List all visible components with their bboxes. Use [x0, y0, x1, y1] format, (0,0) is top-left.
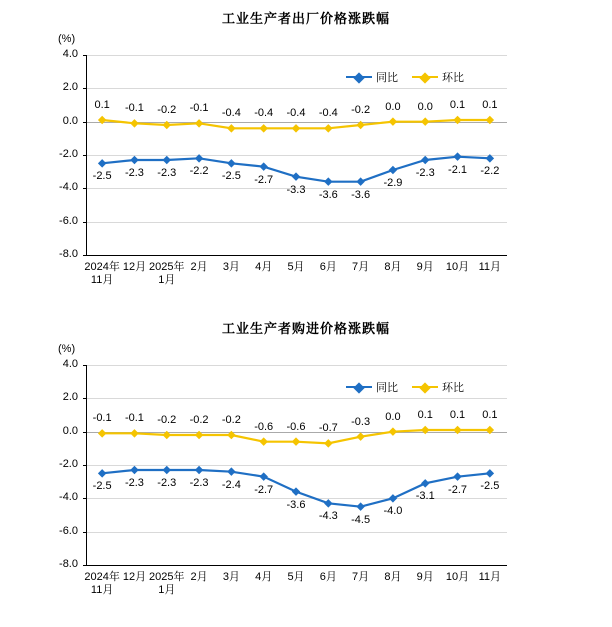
y-tick-label: -6.0 [59, 214, 78, 227]
data-label: 0.1 [449, 99, 466, 111]
data-point-marker [130, 156, 138, 164]
chart-ppi-factory-gate [0, 0, 612, 310]
data-point-marker [421, 117, 429, 125]
data-label: -2.1 [448, 163, 468, 176]
data-label: -0.1 [124, 412, 144, 425]
data-point-marker [356, 177, 364, 185]
data-point-marker [227, 159, 235, 167]
data-label: -3.3 [286, 183, 306, 196]
data-label: -0.6 [254, 420, 274, 433]
data-point-marker [195, 119, 203, 127]
y-axis-unit: (%) [58, 33, 76, 45]
legend-label: 环比 [442, 382, 464, 394]
data-label: -2.3 [415, 167, 435, 179]
data-label: -2.5 [92, 480, 112, 493]
data-label: 0.1 [449, 409, 466, 421]
data-label: 0.0 [385, 410, 401, 423]
legend-swatch-icon [346, 76, 372, 78]
y-tick-label: -6.0 [59, 524, 78, 537]
data-label: -4.3 [318, 510, 338, 523]
y-tick-label: -2.0 [59, 458, 78, 470]
data-point-marker [195, 431, 203, 439]
chart-title: 工业生产者出厂价格涨跌幅 [221, 11, 390, 26]
data-point-marker [486, 154, 494, 162]
data-label: -0.6 [286, 420, 306, 433]
legend-swatch-icon [346, 386, 372, 388]
data-point-marker [98, 469, 106, 477]
x-tick-label: 3月 [222, 571, 240, 583]
data-point-marker [324, 499, 332, 507]
data-point-marker [130, 119, 138, 127]
data-point-marker [163, 466, 171, 474]
y-tick-label: 2.0 [62, 81, 78, 94]
data-point-marker [324, 439, 332, 447]
data-label: 0.1 [417, 409, 433, 421]
data-label: -2.5 [480, 480, 500, 493]
data-point-marker [486, 116, 494, 124]
data-point-marker [292, 172, 300, 180]
data-point-marker [195, 154, 203, 162]
data-point-marker [163, 156, 171, 164]
data-label: 0.0 [417, 100, 433, 113]
data-label: -2.3 [124, 477, 144, 489]
data-point-marker [453, 426, 461, 434]
y-tick-label: 0.0 [62, 114, 78, 127]
data-point-marker [259, 472, 267, 480]
data-point-marker [227, 124, 235, 132]
x-tick-label: 3月 [222, 261, 240, 273]
legend-swatch-icon [412, 386, 438, 388]
y-tick-label: 4.0 [62, 48, 78, 60]
data-label: -2.7 [254, 173, 274, 186]
y-tick-label: -8.0 [59, 248, 78, 260]
y-tick-label: -4.0 [59, 491, 78, 504]
x-tick-label: 9月 [416, 571, 434, 583]
x-tick-label: 11月 [478, 571, 502, 583]
data-label: -3.6 [286, 498, 306, 511]
series-lines [0, 310, 612, 620]
data-point-marker [421, 426, 429, 434]
data-point-marker [389, 166, 397, 174]
legend-swatch-icon [412, 76, 438, 78]
y-tick-label: -8.0 [59, 558, 78, 570]
x-tick-label: 6月 [319, 571, 337, 583]
data-label: -0.2 [221, 414, 241, 426]
data-label: -0.2 [189, 414, 209, 426]
chart-title: 工业生产者购进价格涨跌幅 [221, 321, 390, 336]
y-tick-label: 4.0 [62, 358, 78, 370]
data-point-marker [130, 466, 138, 474]
x-tick-label: 2025年 1月 [149, 571, 185, 596]
data-point-marker [259, 437, 267, 445]
chart-ppi-purchase [0, 310, 612, 610]
data-label: 0.1 [94, 99, 110, 111]
x-tick-label: 12月 [122, 261, 147, 273]
data-point-marker [163, 121, 171, 129]
data-point-marker [292, 437, 300, 445]
data-label: -0.1 [92, 412, 112, 425]
data-label: -0.2 [157, 414, 177, 426]
legend [346, 69, 464, 85]
series-lines [0, 0, 612, 310]
data-point-marker [389, 494, 397, 502]
data-point-marker [453, 116, 461, 124]
legend-label: 同比 [376, 72, 398, 84]
data-point-marker [324, 177, 332, 185]
x-tick-label: 2月 [190, 261, 208, 273]
legend-item-yoy[interactable] [346, 69, 398, 85]
data-point-marker [163, 431, 171, 439]
data-point-marker [227, 467, 235, 475]
x-tick-label: 12月 [122, 571, 147, 583]
y-tick-label: -4.0 [59, 181, 78, 194]
data-label: -0.4 [254, 107, 274, 120]
data-label: -3.1 [415, 490, 435, 503]
data-label: -2.4 [221, 478, 241, 491]
data-point-marker [486, 426, 494, 434]
y-axis-unit: (%) [58, 343, 76, 355]
data-label: -0.2 [157, 104, 177, 116]
data-point-marker [292, 124, 300, 132]
data-label: -0.4 [221, 107, 241, 120]
x-tick-label: 10月 [445, 571, 470, 583]
data-label: -2.3 [124, 167, 144, 179]
data-label: -2.7 [254, 483, 274, 496]
data-point-marker [356, 502, 364, 510]
data-label: -0.1 [189, 102, 209, 115]
legend-item-mom[interactable] [412, 69, 464, 85]
data-point-marker [98, 429, 106, 437]
legend-item-mom[interactable] [412, 379, 464, 395]
data-label: -3.6 [351, 188, 371, 201]
x-tick-label: 5月 [287, 571, 305, 583]
data-label: -3.6 [318, 188, 338, 201]
data-label: -0.4 [286, 107, 306, 120]
data-label: -2.3 [157, 477, 177, 489]
data-point-marker [421, 479, 429, 487]
legend-item-yoy[interactable] [346, 379, 398, 395]
data-label: -0.1 [124, 102, 144, 115]
y-tick-label: -2.0 [59, 148, 78, 160]
data-label: 0.1 [482, 409, 498, 421]
y-tick-label: 0.0 [62, 424, 78, 437]
y-tick-label: 2.0 [62, 391, 78, 404]
data-point-marker [130, 429, 138, 437]
data-label: -2.2 [189, 165, 209, 178]
data-point-marker [259, 124, 267, 132]
x-tick-label: 9月 [416, 261, 434, 273]
legend-label: 环比 [442, 72, 464, 84]
data-label: 0.0 [385, 100, 401, 113]
data-point-marker [227, 431, 235, 439]
data-point-marker [98, 116, 106, 124]
x-tick-label: 6月 [319, 261, 337, 273]
data-label: -0.2 [351, 104, 371, 116]
x-tick-label: 2024年 11月 [84, 261, 120, 286]
data-point-marker [195, 466, 203, 474]
x-tick-label: 2025年 1月 [149, 261, 185, 286]
data-label: -2.3 [189, 477, 209, 489]
data-point-marker [356, 432, 364, 440]
data-point-marker [259, 162, 267, 170]
data-point-marker [292, 487, 300, 495]
data-label: -4.0 [383, 505, 403, 518]
data-point-marker [486, 469, 494, 477]
x-tick-label: 7月 [352, 571, 370, 583]
data-label: -2.5 [221, 170, 241, 183]
x-tick-label: 4月 [255, 261, 273, 273]
x-tick-label: 2月 [190, 571, 208, 583]
data-label: -2.3 [157, 167, 177, 179]
data-label: -2.9 [383, 177, 403, 189]
legend [346, 379, 464, 395]
data-point-marker [356, 121, 364, 129]
data-label: -0.3 [351, 415, 371, 428]
x-tick-label: 2024年 11月 [84, 571, 120, 596]
data-point-marker [389, 427, 397, 435]
x-tick-label: 8月 [384, 571, 402, 583]
data-label: -2.5 [92, 170, 112, 183]
data-point-marker [453, 472, 461, 480]
data-point-marker [324, 124, 332, 132]
data-label: -0.4 [318, 107, 338, 120]
x-tick-label: 8月 [384, 261, 402, 273]
data-point-marker [421, 156, 429, 164]
x-tick-label: 11月 [478, 261, 502, 273]
data-point-marker [98, 159, 106, 167]
data-label: -2.7 [448, 483, 468, 496]
data-label: -0.7 [318, 422, 338, 435]
legend-label: 同比 [376, 382, 398, 394]
data-point-marker [453, 152, 461, 160]
data-label: -2.2 [480, 165, 500, 178]
data-label: -4.5 [351, 513, 371, 526]
data-point-marker [389, 117, 397, 125]
x-tick-label: 10月 [445, 261, 470, 273]
x-tick-label: 5月 [287, 261, 305, 273]
x-tick-label: 7月 [352, 261, 370, 273]
x-tick-label: 4月 [255, 571, 273, 583]
data-label: 0.1 [482, 99, 498, 111]
